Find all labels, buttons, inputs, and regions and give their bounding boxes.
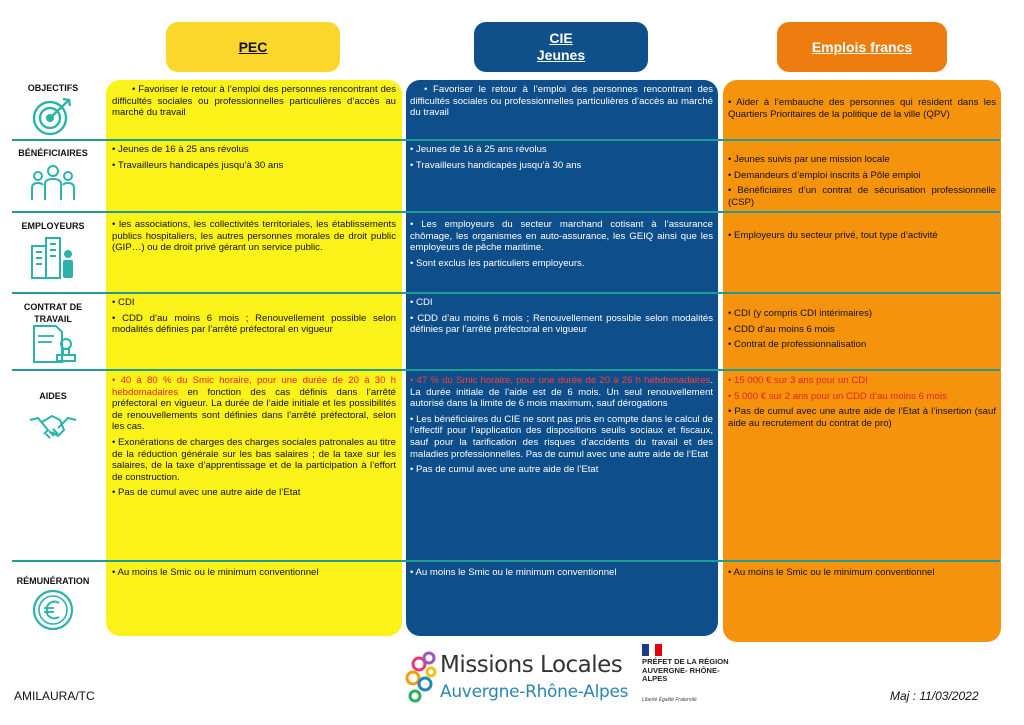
bullet-text: • CDD d’au moins 6 mois ; Renouvellement possible selon modalités définies par l’arrêté préfectoral en vigueur [410, 312, 713, 336]
bullet-text: • CDI [112, 297, 135, 308]
marianne-flag-icon [642, 644, 662, 656]
column-title-cie: CIE [549, 30, 573, 46]
bullet-text: • les associations, les collectivités territoriales, les établissements publics hospitaliers, les autres personnes morales de droit public (GIP…) ou de droit privé gérant un service public. [112, 219, 396, 254]
row-label-aides: AIDES [39, 391, 67, 401]
cell-pec-aides [112, 375, 396, 503]
cell-cie-aides [410, 375, 713, 480]
target-icon [28, 94, 78, 138]
row-divider [12, 139, 1000, 141]
bullet-text [410, 375, 713, 410]
cell-ef-remuneration [728, 567, 996, 583]
bullet-text: • Au moins le Smic ou le minimum conventionnel [410, 567, 617, 578]
cell-pec-contrat [112, 297, 396, 340]
bullet-text: • Jeunes suivis par une mission locale [728, 154, 890, 165]
handshake-icon [28, 404, 78, 448]
missions-locales-symbol-icon [403, 646, 443, 710]
euro-coin-icon [28, 588, 78, 632]
cell-ef-employeurs [728, 230, 996, 246]
row-label-employeurs: EMPLOYEURS [21, 221, 85, 231]
column-header-pec [166, 22, 340, 72]
column-header-cie [474, 22, 648, 72]
bullet-text: • Employeurs du secteur privé, tout type d’activité [728, 230, 938, 241]
prefet-text: PRÉFET DE LA RÉGION AUVERGNE- RHÔNE-ALPES [642, 657, 729, 684]
prefet-logo [640, 644, 730, 720]
bullet-text: • Pas de cumul avec une autre aide de l’Etat [410, 464, 599, 476]
people-icon [28, 162, 78, 206]
cell-ef-contrat [728, 308, 996, 355]
document-reference: AMILAURA/TC [14, 689, 95, 703]
cell-ef-aides [728, 375, 996, 433]
update-date: Maj : 11/03/2022 [890, 689, 979, 703]
bullet-text: • Travailleurs handicapés jusqu’à 30 ans [112, 159, 284, 171]
bullet-text: • Les bénéficiaires du CIE ne sont pas pris en compte dans le calcul de l’effectif pour l’application des dispositions seuils sociaux et fiscaux, sauf pour la tarification des risques d’accidents du travail et des maladies professionnelles. Pas de cumul avec une autre aide de l’Etat [410, 413, 713, 460]
bullet-text: • Pas de cumul avec une autre aide de l’Etat [112, 487, 301, 499]
body-text: . La durée initiale de l’aide est de 6 mois. Un seul renouvellement autorisé dans la limite de 6 mois maximum, sauf dérogations [410, 375, 713, 410]
cell-pec-beneficiaires [112, 144, 396, 175]
bullet-text: • CDD d’au moins 6 mois [728, 323, 835, 335]
row-label-objectifs: OBJECTIFS [27, 83, 79, 93]
bullet-text: • Les employeurs du secteur marchand cotisant à l’assurance chômage, les organismes en auto-assurance, les GEIQ ainsi que les employeurs de pêche maritime. [410, 219, 713, 254]
prefet-devise: Liberté Égalité Fraternité [642, 697, 697, 703]
bullet-text: • Sont exclus les particuliers employeurs. [410, 257, 585, 269]
bullet-text: • Au moins le Smic ou le minimum conventionnel [728, 567, 935, 578]
cell-cie-employeurs [410, 219, 713, 273]
bullet-text: • Exonérations de charges des charges sociales patronales au titre de la réduction générale sur les bas salaires ; de la taxe sur les salaires, de la taxe d’apprentissage et de la participation à l’effort de construction. [112, 436, 396, 483]
bullet-text: • Pas de cumul avec une autre aide de l’Etat à l’insertion (sauf aide au recrutement du contrat de pro) [728, 406, 996, 429]
cell-pec-remuneration [112, 567, 396, 583]
bullet-text: • Jeunes de 16 à 25 ans révolus [112, 144, 249, 155]
bullet-text: • Favoriser le retour à l’emploi des personnes rencontrant des difficultés sociales ou professionnelles particulières d’accès au marché du travail [112, 84, 396, 119]
bullet-text: • Travailleurs handicapés jusqu’à 30 ans [410, 159, 582, 171]
bullet-text [112, 375, 396, 433]
highlight-text: • 47 % du Smic horaire, pour une durée de 20 à 26 h hebdomadaires [410, 375, 711, 386]
cell-ef-objectifs [728, 97, 996, 124]
bullet-text: • Au moins le Smic ou le minimum conventionnel [112, 567, 319, 578]
cell-pec-employeurs [112, 219, 396, 258]
cell-ef-beneficiaires [728, 154, 996, 212]
cell-cie-objectifs [410, 84, 713, 123]
highlight-text: • 15 000 € sur 3 ans pour un CDI [728, 375, 868, 386]
buildings-person-icon [28, 236, 78, 280]
cell-cie-contrat [410, 297, 713, 340]
row-divider [12, 560, 1000, 562]
row-label-remuneration: RÉMUNÉRATION [16, 576, 90, 586]
column-subtitle-cie: Jeunes [536, 47, 586, 63]
missions-locales-title: Missions Locales [440, 652, 623, 678]
bullet-text: • CDI (y compris CDI intérimaires) [728, 308, 873, 319]
row-divider [12, 369, 1000, 371]
bullet-text: • Contrat de professionnalisation [728, 339, 867, 351]
cell-pec-objectifs [112, 84, 396, 123]
column-header-emplois-francs [777, 22, 947, 72]
contract-stamp-icon [28, 322, 78, 366]
bullet-text: • Bénéficiaires d’un contrat de sécurisation professionnelle (CSP) [728, 185, 996, 208]
row-label-beneficiaires: BÉNÉFICIAIRES [18, 148, 88, 158]
bullet-text: • Favoriser le retour à l’emploi des personnes rencontrant des difficultés sociales ou professionnelles particulières d’accès au marché du travail [410, 84, 713, 119]
highlight-text: • 5 000 € sur 2 ans pour un CDD d’au moins 6 mois [728, 390, 947, 402]
bullet-text: • Demandeurs d’emploi inscrits à Pôle emploi [728, 169, 921, 181]
bullet-text: • CDD d’au moins 6 mois ; Renouvellement possible selon modalités définies par l’arrêté préfectoral en vigueur [112, 312, 396, 336]
column-title-pec: PEC [238, 38, 268, 55]
cell-cie-beneficiaires [410, 144, 713, 175]
body-text: en fonction des cas définis dans l’arrêté préfectoral en vigueur. La durée de l’aide initiale et les possibilités de renouvellements sont définies dans l’arrêté préfectoral, selon les cas. [112, 386, 396, 433]
column-title-emplois-francs: Emplois francs [811, 38, 913, 55]
highlight-text: • 40 à 80 % du Smic horaire, pour une durée de 20 à 30 h hebdomadaires [112, 375, 396, 398]
row-label-contrat-de-travail: CONTRAT DE TRAVAIL [23, 302, 83, 324]
missions-locales-region: Auvergne-Rhône-Alpes [440, 682, 629, 702]
bullet-text: • CDI [410, 297, 433, 308]
row-divider [12, 292, 1000, 294]
bullet-text: • Aider à l’embauche des personnes qui résident dans les Quartiers Prioritaires de la politique de la ville (QPV) [728, 97, 996, 120]
cell-cie-remuneration [410, 567, 713, 583]
bullet-text: • Jeunes de 16 à 25 ans révolus [410, 144, 547, 155]
